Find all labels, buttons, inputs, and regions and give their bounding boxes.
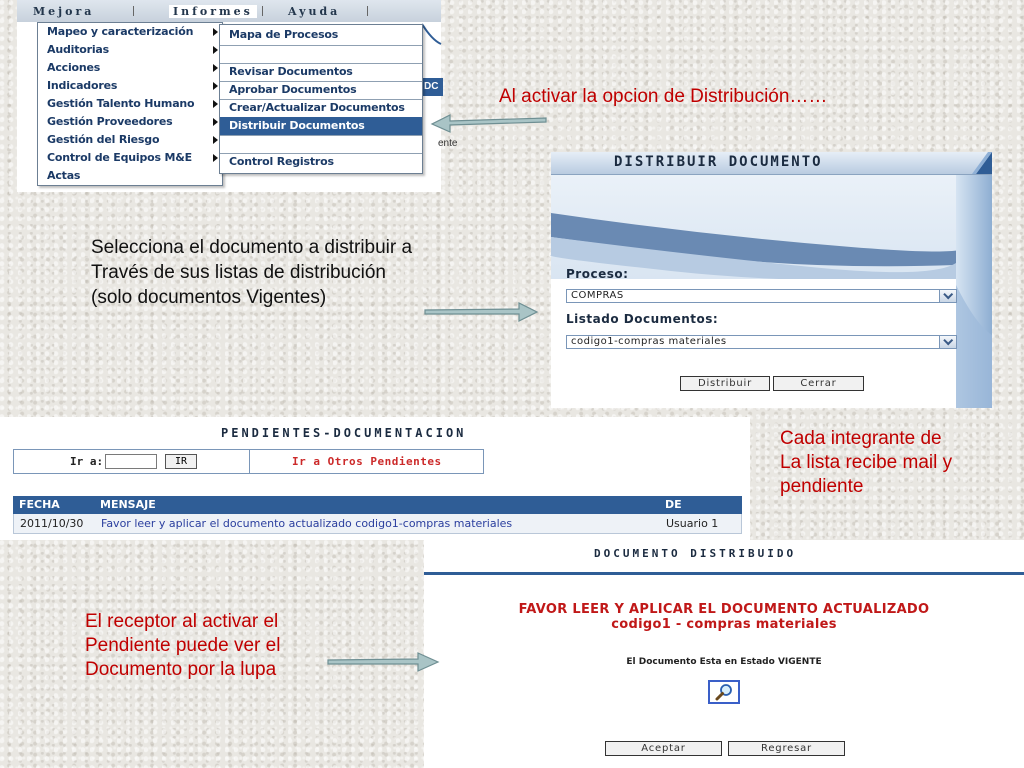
row-de: Usuario 1 — [666, 517, 719, 530]
arrow-right-icon — [423, 302, 541, 324]
menubar-ayuda[interactable]: Ayuda — [288, 5, 341, 18]
table-row[interactable] — [13, 514, 742, 534]
column-de: DE — [665, 498, 682, 511]
background-text-fragment: ente — [438, 138, 458, 149]
menu-item-acciones[interactable] — [38, 59, 222, 77]
note-select-document — [91, 235, 412, 310]
ir-a-input[interactable] — [105, 454, 157, 469]
note-line: pendiente — [780, 476, 864, 497]
nav-divider — [249, 450, 250, 473]
submenu-arrow-icon — [213, 136, 218, 144]
magnifier-icon — [710, 682, 738, 702]
menubar-separator — [133, 6, 134, 16]
menubar-separator — [262, 6, 263, 16]
menu-item-label: Acciones — [47, 61, 101, 74]
note-line: Selecciona el documento a distribuir a — [91, 237, 413, 258]
pendientes-title: PENDIENTES-DOCUMENTACION — [221, 426, 467, 440]
menu-item-talento-humano[interactable] — [38, 95, 222, 113]
background-header-fragment: DC — [422, 78, 443, 96]
ir-a-label: Ir a: — [70, 455, 104, 468]
menu-item-mapa-procesos[interactable]: Mapa de Procesos — [229, 28, 339, 41]
proceso-select[interactable] — [566, 289, 957, 303]
menu-item-label: Gestión Talento Humano — [47, 97, 195, 110]
distribuir-documento-panel — [551, 152, 992, 408]
pendientes-documentacion-panel — [0, 417, 750, 540]
note-line: Través de sus listas de distribución — [91, 262, 386, 283]
submenu-arrow-icon — [213, 28, 218, 36]
documento-status: El Documento Esta en Estado VIGENTE — [626, 657, 822, 667]
menu-item-auditorias[interactable] — [38, 41, 222, 59]
documento-distribuido-panel — [424, 540, 1024, 768]
distribuir-title: DISTRIBUIR DOCUMENTO — [614, 154, 823, 170]
pendientes-table-header — [13, 496, 742, 514]
menubar-informes[interactable]: Informes — [169, 5, 257, 18]
distribuir-button[interactable]: Distribuir — [680, 376, 770, 391]
informes-dropdown-menu — [37, 22, 223, 186]
menu-item-revisar[interactable]: Revisar Documentos — [229, 65, 353, 78]
menu-item-crear-actualizar[interactable]: Crear/Actualizar Documentos — [229, 101, 405, 114]
background-curve-decoration — [422, 22, 441, 62]
mapeo-submenu — [219, 24, 423, 174]
documento-title: DOCUMENTO DISTRIBUIDO — [594, 547, 797, 560]
menu-item-label: Gestión del Riesgo — [47, 133, 160, 146]
menu-item-riesgo[interactable] — [38, 131, 222, 149]
note-line: Documento por la lupa — [85, 659, 277, 680]
note-line: Pendiente puede ver el — [85, 635, 281, 656]
magnifier-button[interactable] — [708, 680, 740, 704]
proceso-select-value: COMPRAS — [571, 290, 624, 301]
header-corner-decoration — [962, 152, 992, 174]
menu-item-proveedores[interactable] — [38, 113, 222, 131]
menubar-mejora[interactable]: Mejora — [33, 5, 95, 18]
regresar-button[interactable]: Regresar — [728, 741, 845, 756]
menu-item-equipos[interactable] — [38, 149, 222, 167]
menu-item-label: Actas — [47, 169, 81, 182]
submenu-arrow-icon — [213, 46, 218, 54]
menu-item-mapeo[interactable] — [38, 23, 222, 41]
distribuir-header — [551, 152, 992, 175]
menu-item-label: Mapeo y caracterización — [47, 25, 194, 38]
menubar — [17, 0, 441, 22]
arrow-right-icon — [326, 652, 444, 674]
menu-item-actas[interactable] — [38, 167, 222, 185]
pendientes-navigation — [13, 449, 484, 474]
row-fecha: 2011/10/30 — [20, 517, 84, 530]
note-line: (solo documentos Vigentes) — [91, 287, 327, 308]
submenu-arrow-icon — [213, 118, 218, 126]
menu-item-label: Gestión Proveedores — [47, 115, 173, 128]
menu-divider — [220, 135, 422, 136]
submenu-arrow-icon — [213, 82, 218, 90]
listado-select-value: codigo1-compras materiales — [571, 336, 727, 347]
submenu-arrow-icon — [213, 100, 218, 108]
note-receiver — [85, 610, 280, 682]
aceptar-button[interactable]: Aceptar — [605, 741, 722, 756]
chevron-down-icon[interactable] — [939, 336, 956, 348]
listado-documentos-label: Listado Documentos: — [566, 312, 719, 326]
menu-item-control-registros[interactable]: Control Registros — [229, 155, 334, 168]
ir-button[interactable]: IR — [165, 454, 197, 469]
menu-item-indicadores[interactable] — [38, 77, 222, 95]
row-mensaje-link[interactable]: Favor leer y aplicar el documento actualizado codigo1-compras materiales — [101, 517, 513, 530]
menu-item-label: Control de Equipos M&E — [47, 151, 192, 164]
chevron-down-icon[interactable] — [939, 290, 956, 302]
menu-item-label: Indicadores — [47, 79, 118, 92]
note-each-member — [780, 427, 952, 499]
submenu-arrow-icon — [213, 154, 218, 162]
otros-pendientes-link[interactable]: Ir a Otros Pendientes — [292, 455, 442, 468]
column-fecha: FECHA — [19, 498, 60, 511]
documento-heading — [424, 602, 1024, 632]
menu-item-label: Auditorias — [47, 43, 109, 56]
column-mensaje: MENSAJE — [100, 498, 156, 511]
note-line: El receptor al activar el — [85, 611, 279, 632]
note-line: Cada integrante de — [780, 428, 942, 449]
heading-line: FAVOR LEER Y APLICAR EL DOCUMENTO ACTUALIZADO — [518, 602, 930, 617]
menu-screenshot-panel — [17, 0, 458, 192]
cerrar-button[interactable]: Cerrar — [773, 376, 864, 391]
proceso-label: Proceso: — [566, 267, 629, 281]
menu-item-distribuir[interactable]: Distribuir Documentos — [220, 117, 422, 135]
listado-documentos-select[interactable] — [566, 335, 957, 349]
menu-item-aprobar[interactable]: Aprobar Documentos — [229, 83, 357, 96]
menu-divider — [220, 45, 422, 46]
title-underline — [424, 572, 1024, 575]
menubar-separator — [367, 6, 368, 16]
note-activate-distribution: Al activar la opcion de Distribución…… — [499, 86, 828, 107]
arrow-left-icon — [430, 112, 548, 136]
submenu-arrow-icon — [213, 64, 218, 72]
heading-line: codigo1 - compras materiales — [611, 617, 837, 632]
note-line: La lista recibe mail y — [780, 452, 953, 473]
